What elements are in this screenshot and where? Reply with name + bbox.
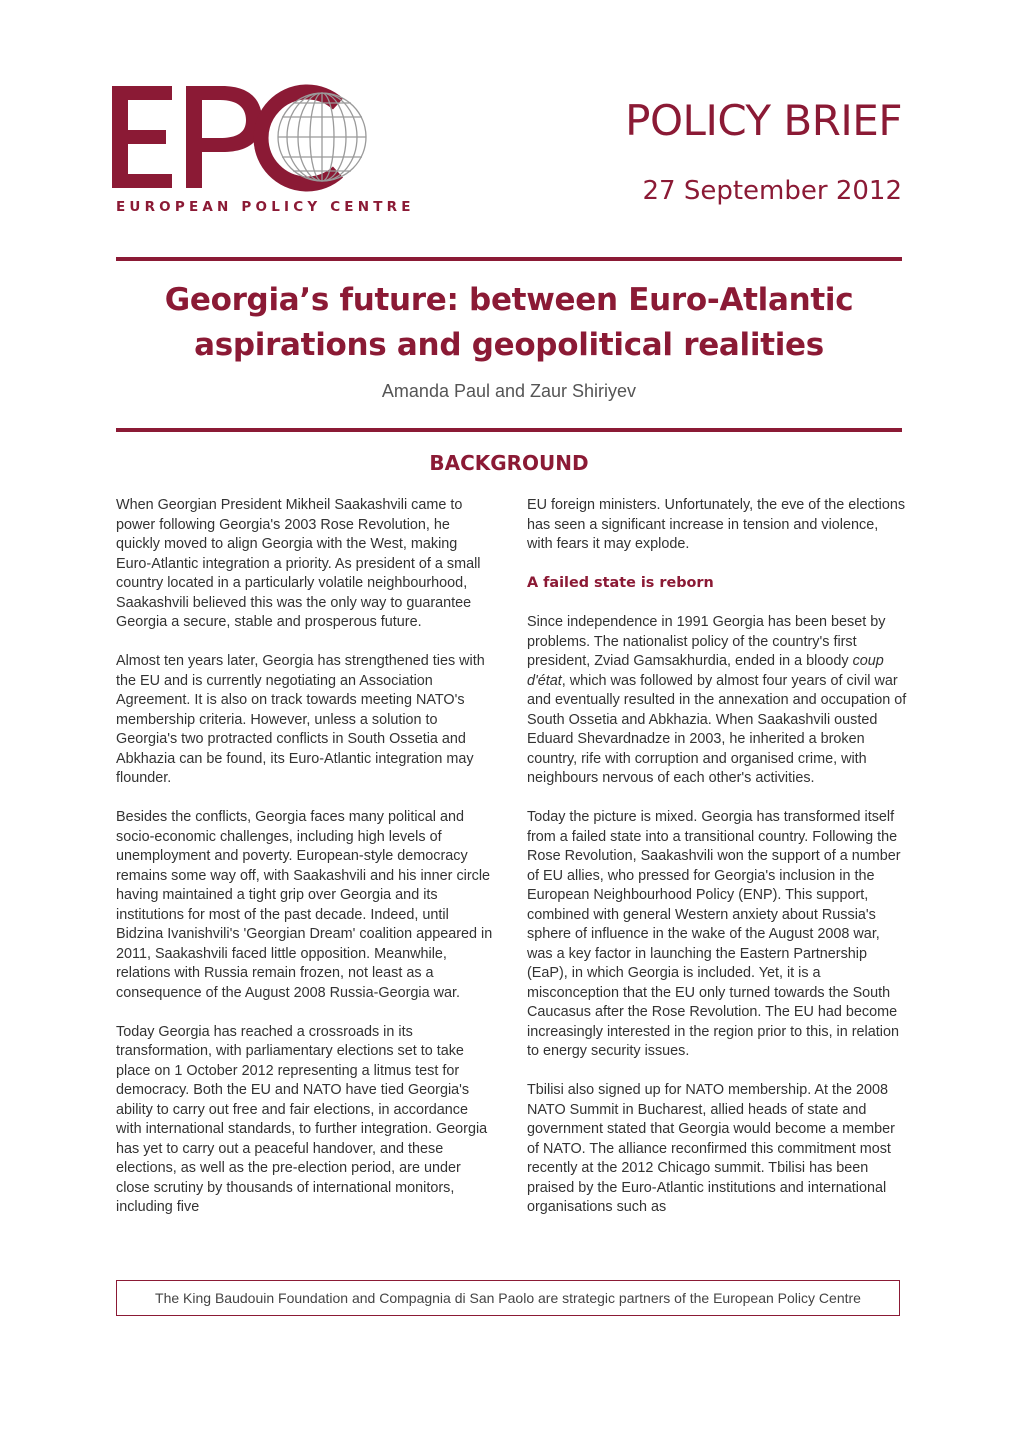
paragraph: Today the picture is mixed. Georgia has transformed itself from a failed state into a transitional country. Following the Rose Revolution, Saakashvili won the support of a number of EU allies, who pressed for Georgia's inclusion in the European Neighbourhood Policy (ENP). This support, combined with general Western anxiety about Russia's sphere of influence in the wake of the August 2008 war, was a key factor in launching the Eastern Partnership (EaP), in which Georgia is included. Yet, it is a misconception that the EU only turned towards the South Caucasus after the Rose Revolution. The EU had become increasingly interested in the region prior to this, in relation to energy security issues. bbox=[527, 809, 901, 1059]
title-line-2: aspirations and geopolitical realities bbox=[194, 327, 824, 363]
right-column bbox=[527, 496, 907, 1237]
globe-icon bbox=[278, 93, 366, 181]
bottom-divider bbox=[116, 428, 902, 432]
epc-logo bbox=[110, 80, 415, 220]
left-column bbox=[116, 496, 496, 1237]
paragraph: EU foreign ministers. Unfortunately, the eve of the elections has seen a significant increase in tension and violence, with fears it may explode. bbox=[527, 497, 906, 552]
paragraph: Tbilisi also signed up for NATO membership. At the 2008 NATO Summit in Bucharest, allied heads of state and government stated that Georgia would become a member of NATO. The alliance reconfirmed this commitment most recently at the 2012 Chicago summit. Tbilisi has been praised by the Euro-Atlantic institutions and international organisations such as bbox=[527, 1082, 895, 1215]
authors: Amanda Paul and Zaur Shiriyev bbox=[381, 381, 637, 401]
section-heading: BACKGROUND bbox=[429, 451, 589, 475]
top-divider bbox=[116, 257, 902, 261]
page-title bbox=[116, 278, 902, 368]
paragraph: Besides the conflicts, Georgia faces many political and socio-economic challenges, including high levels of unemployment and poverty. European-style democracy remains some way off, with Saakashvili and his inner circle having maintained a tight grip over Georgia and its institutions for most of the past decade. Indeed, until Bidzina Ivanishvili's 'Georgian Dream' coalition appeared in 2011, Saakashvili faced little opposition. Meanwhile, relations with Russia remain frozen, not least as a consequence of the August 2008 Russia-Georgia war. bbox=[116, 809, 493, 1001]
document-type: POLICY BRIEF bbox=[625, 96, 902, 145]
paragraph bbox=[527, 613, 907, 789]
paragraph: Almost ten years later, Georgia has strengthened ties with the EU and is currently negotiating an Association Agreement. It is also on track towards meeting NATO's membership criteria. However, unless a solution to Georgia's two protracted conflicts in South Ossetia and Abkhazia can be found, its Euro-Atlantic integration may flounder. bbox=[116, 653, 485, 786]
logo-letter-e bbox=[112, 86, 172, 188]
italic-term: coup d'état bbox=[527, 653, 884, 689]
logo-letter-p bbox=[186, 86, 262, 188]
paragraph: When Georgian President Mikheil Saakashvili came to power following Georgia's 2003 Rose Revolution, he quickly moved to align Georgia with the West, making Euro-Atlantic integration a priority. As president of a small country located in a particularly volatile neighbourhood, Saakashvili believed this was the only way to guarantee Georgia a secure, stable and prosperous future. bbox=[116, 497, 481, 630]
footer-text: The King Baudouin Foundation and Compagnia di San Paolo are strategic partners of the European Policy Centre bbox=[155, 1290, 861, 1306]
paragraph: Today Georgia has reached a crossroads in its transformation, with parliamentary elections set to take place on 1 October 2012 representing a litmus test for democracy. Both the EU and NATO have tied Georgia's ability to carry out free and fair elections, in accordance with international standards, to further integration. Georgia has yet to carry out a peaceful handover, and these elections, as well as the pre-election period, are under close scrutiny by thousands of international monitors, including five bbox=[116, 1023, 488, 1215]
subheading: A failed state is reborn bbox=[527, 575, 714, 591]
paragraph-text: Since independence in 1991 Georgia has been beset by problems. The nationalist policy of the country's first president, Zviad Gamsakhurdia, ended in a bloody bbox=[527, 614, 886, 669]
paragraph-text: , which was followed by almost four years of civil war and eventually resulted in the annexation and occupation of South Ossetia and Abkhazia. When Saakashvili ousted Eduard Shevardnadze in 2003, he inherited a broken country, rife with corruption and organised crime, with neighbours nervous of each other's activities. bbox=[527, 672, 907, 786]
epc-logo-graphic bbox=[110, 80, 370, 195]
partners-footer bbox=[116, 1280, 900, 1316]
publication-date: 27 September 2012 bbox=[642, 176, 902, 206]
title-line-1: Georgia’s future: between Euro-Atlantic bbox=[164, 282, 854, 318]
logo-caption: EUROPEAN POLICY CENTRE bbox=[116, 199, 415, 215]
